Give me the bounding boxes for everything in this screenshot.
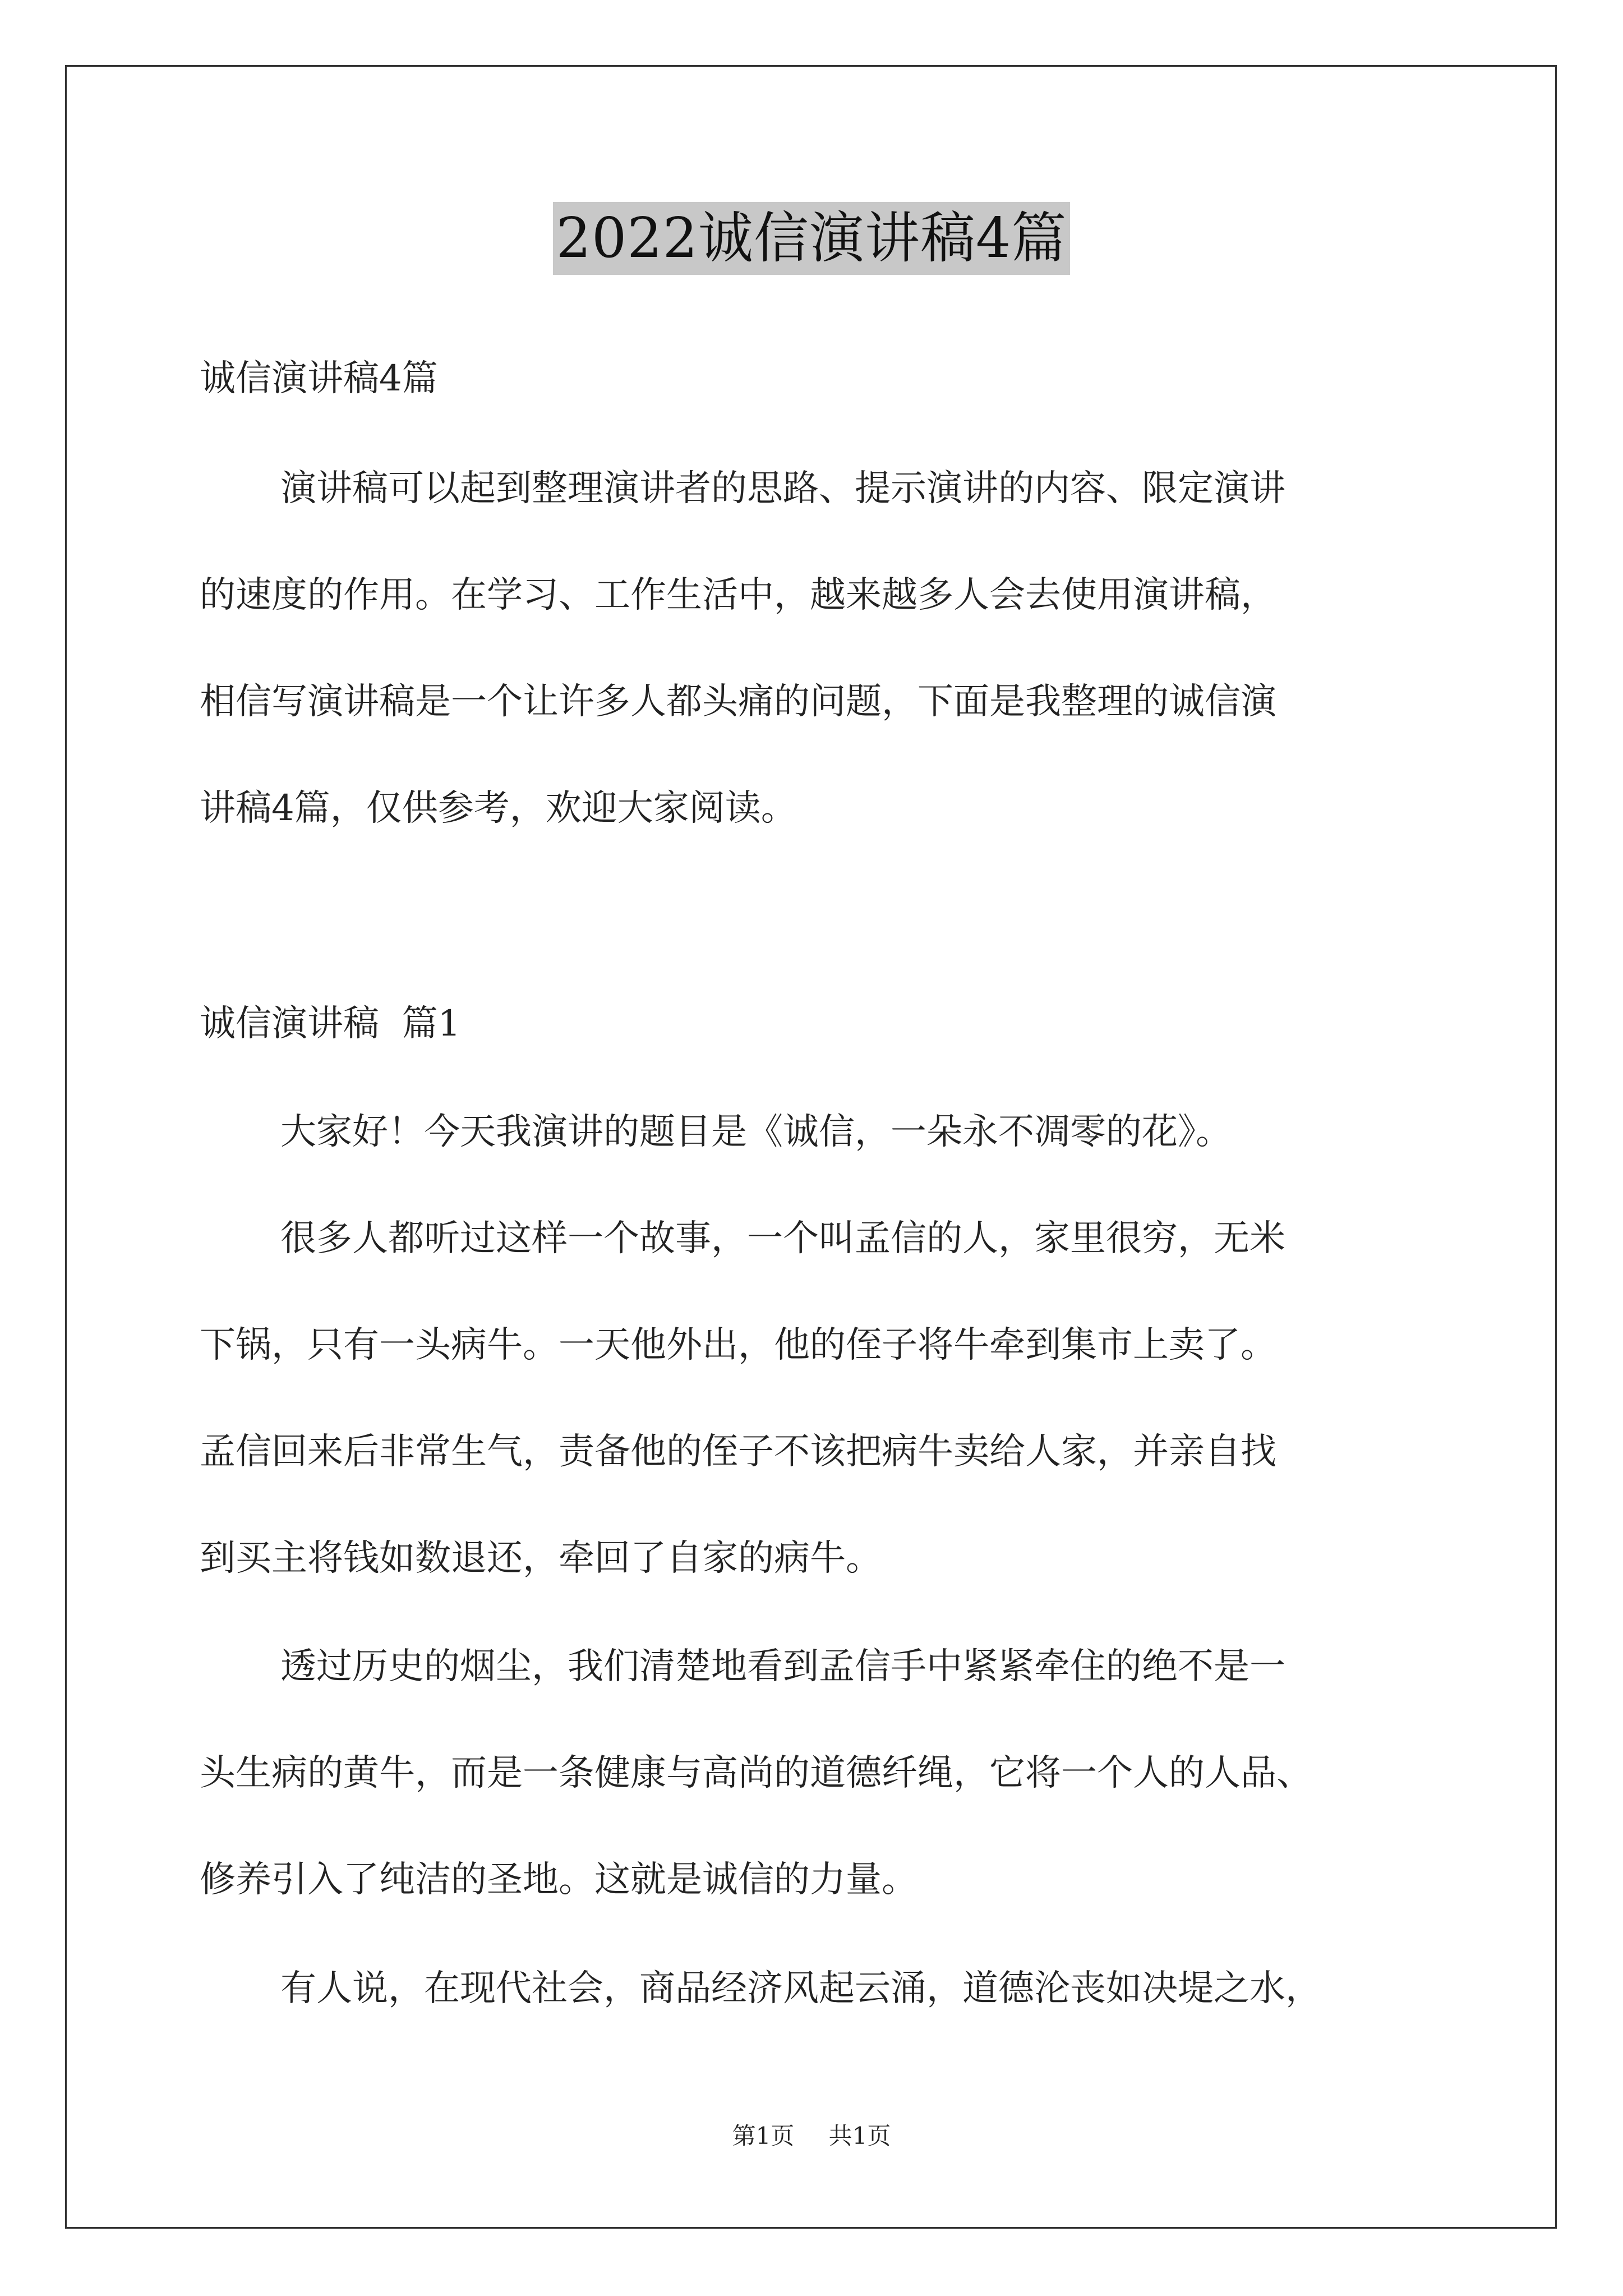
title-container	[0, 202, 1623, 275]
subtitle: 诚信演讲稿4篇	[200, 358, 438, 399]
page-number-total: 共1页	[828, 2122, 891, 2150]
intro-line: 的速度的作用。在学习、工作生活中，越来越多人会去使用演讲稿，	[200, 574, 1276, 616]
intro-line: 相信写演讲稿是一个让许多人都头痛的问题，下面是我整理的诚信演	[200, 681, 1276, 723]
body-line: 到买主将钱如数退还，牵回了自家的病牛。	[200, 1538, 882, 1579]
section-heading: 诚信演讲稿 篇1	[200, 1003, 461, 1045]
body-line: 下锅，只有一头病牛。一天他外出，他的侄子将牛牵到集市上卖了。	[200, 1324, 1276, 1366]
intro-line: 讲稿4篇，仅供参考，欢迎大家阅读。	[200, 788, 797, 829]
body-line: 修养引入了纯洁的圣地。这就是诚信的力量。	[200, 1859, 917, 1901]
body-line: 孟信回来后非常生气，责备他的侄子不该把病牛卖给人家，并亲自找	[200, 1431, 1276, 1473]
body-line: 透过历史的烟尘，我们清楚地看到孟信手中紧紧牵住的绝不是一	[280, 1646, 1285, 1687]
body-line: 很多人都听过这样一个故事，一个叫孟信的人，家里很穷，无米	[280, 1218, 1285, 1259]
body-line: 有人说，在现代社会，商品经济风起云涌，道德沦丧如决堤之水，	[280, 1968, 1321, 2009]
page-number-current: 第1页	[732, 2122, 795, 2150]
body-line: 头生病的黄牛，而是一条健康与高尚的道德纤绳，它将一个人的人品、	[200, 1752, 1312, 1794]
document-title: 2022诚信演讲稿4篇	[553, 202, 1071, 275]
body-line: 大家好！今天我演讲的题目是《诚信，一朵永不凋零的花》。	[280, 1111, 1232, 1153]
intro-line: 演讲稿可以起到整理演讲者的思路、提示演讲的内容、限定演讲	[280, 468, 1285, 509]
page-footer	[0, 2119, 1623, 2153]
